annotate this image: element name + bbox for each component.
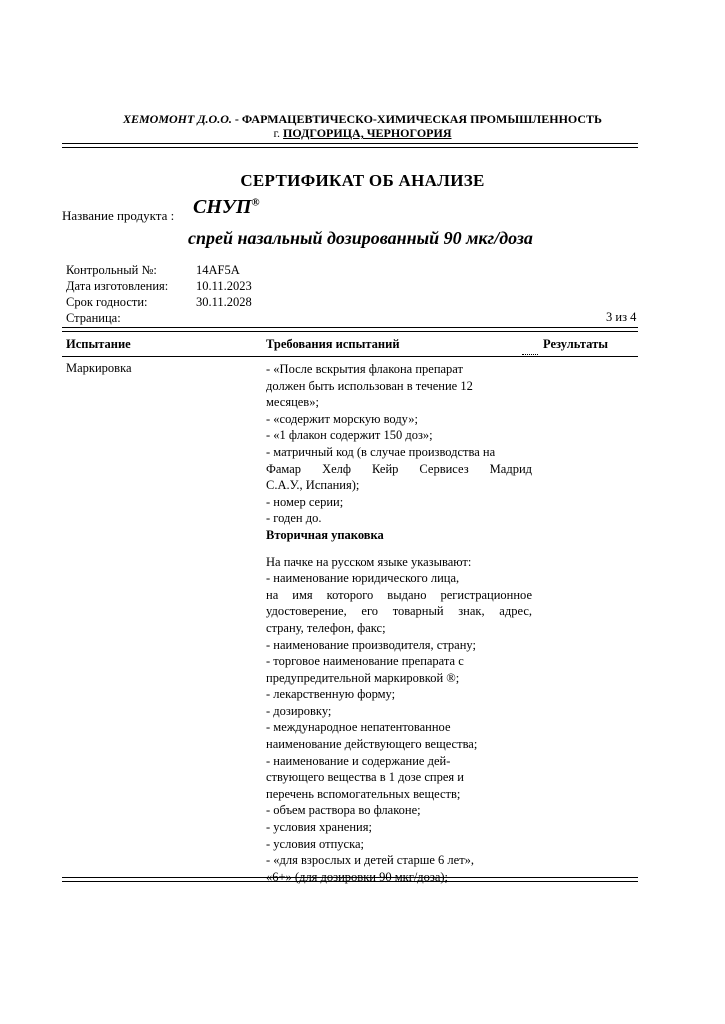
req-line: - номер серии;	[266, 494, 344, 509]
req-line: - условия хранения;	[266, 820, 372, 835]
company-industry: - ФАРМАЦЕВТИЧЕСКО-ХИМИЧЕСКАЯ ПРОМЫШЛЕННОСТЬ	[231, 112, 602, 126]
req-line: - международное непатентованное	[266, 720, 451, 735]
requirements-text	[266, 361, 532, 885]
info-label: Срок годности:	[66, 295, 148, 309]
header-dots	[522, 354, 538, 355]
req-line: - «для взрослых и детей старше 6 лет»,	[266, 853, 475, 868]
req-line: - лекарственную форму;	[266, 687, 396, 702]
req-line: ствующего вещества в 1 дозе спрея и	[266, 770, 464, 785]
info-row-page	[66, 310, 252, 326]
column-header-results: Результаты	[543, 337, 608, 351]
req-line: - «1 флакон содержит 150 доз»;	[266, 428, 433, 443]
info-value: 14AF5A	[196, 263, 240, 277]
req-line: - условия отпуска;	[266, 836, 364, 851]
req-line: страну, телефон, факс;	[266, 620, 386, 635]
table-header-divider	[62, 356, 638, 357]
info-row-manufacture-date	[66, 278, 252, 294]
secondary-packaging-heading: Вторичная упаковка	[266, 527, 384, 542]
req-line: перечень вспомогательных веществ;	[266, 786, 461, 801]
req-line: на имя которого выдано регистрационное	[266, 587, 532, 602]
req-line: - «После вскрытия флакона препарат	[266, 362, 463, 376]
info-value: 10.11.2023	[196, 279, 252, 293]
req-line: - матричный код (в случае производства на	[266, 444, 496, 459]
product-label: Название продукта :	[62, 208, 175, 223]
product-description: спрей назальный дозированный 90 мкг/доза	[188, 228, 533, 248]
req-line: - наименование и содержание дей-	[266, 753, 451, 768]
req-line: - «содержит морскую воду»;	[266, 411, 418, 426]
req-line: «6+» (для дозировки 90 мкг/доза);	[266, 869, 449, 884]
req-line: С.А.У., Испания);	[266, 478, 360, 493]
header-divider	[62, 143, 638, 148]
company-city: ПОДГОРИЦА, ЧЕРНОГОРИЯ	[283, 126, 452, 140]
info-value: 30.11.2028	[196, 295, 252, 309]
info-label: Контрольный №:	[66, 263, 157, 277]
company-line	[0, 112, 725, 126]
req-line: На пачке на русском языке указывают:	[266, 554, 472, 569]
page-number: 3 из 4	[606, 310, 637, 324]
company-header	[0, 112, 725, 140]
column-header-test: Испытание	[66, 337, 131, 351]
company-name: ХЕМОМОНТ Д.О.О.	[123, 112, 232, 126]
req-line: удостоверение, его товарный знак, адрес,	[266, 604, 532, 619]
req-line: предупредительной маркировкой ®;	[266, 670, 460, 685]
info-row-control-number	[66, 262, 252, 278]
registered-mark: ®	[251, 196, 260, 209]
info-label: Страница:	[66, 311, 121, 325]
req-line: месяцев»;	[266, 395, 319, 410]
info-row-expiry-date	[66, 294, 252, 310]
table-top-divider	[62, 327, 638, 332]
req-line: - наименование юридического лица,	[266, 571, 460, 586]
req-line: - годен до.	[266, 511, 322, 526]
city-prefix: г.	[273, 126, 281, 140]
product-name	[193, 196, 260, 219]
req-line: - дозировку;	[266, 703, 332, 718]
batch-info	[66, 262, 252, 326]
req-line: - наименование производителя, страну;	[266, 637, 476, 652]
column-header-requirements: Требования испытаний	[266, 337, 400, 351]
req-line: наименование действующего вещества;	[266, 737, 478, 752]
req-line: - торговое наименование препарата с	[266, 654, 464, 669]
table-bottom-divider	[62, 877, 638, 882]
req-line: должен быть использован в течение 12	[266, 378, 473, 393]
document-title: СЕРТИФИКАТ ОБ АНАЛИЗЕ	[240, 171, 485, 190]
product-name-text: СНУП	[193, 196, 252, 218]
req-line: - объем раствора во флаконе;	[266, 803, 421, 818]
req-line: Фамар Хелф Кейр Сервисез Мадрид	[266, 461, 532, 476]
test-name: Маркировка	[66, 361, 132, 375]
company-city-line	[0, 126, 725, 140]
info-label: Дата изготовления:	[66, 279, 169, 293]
